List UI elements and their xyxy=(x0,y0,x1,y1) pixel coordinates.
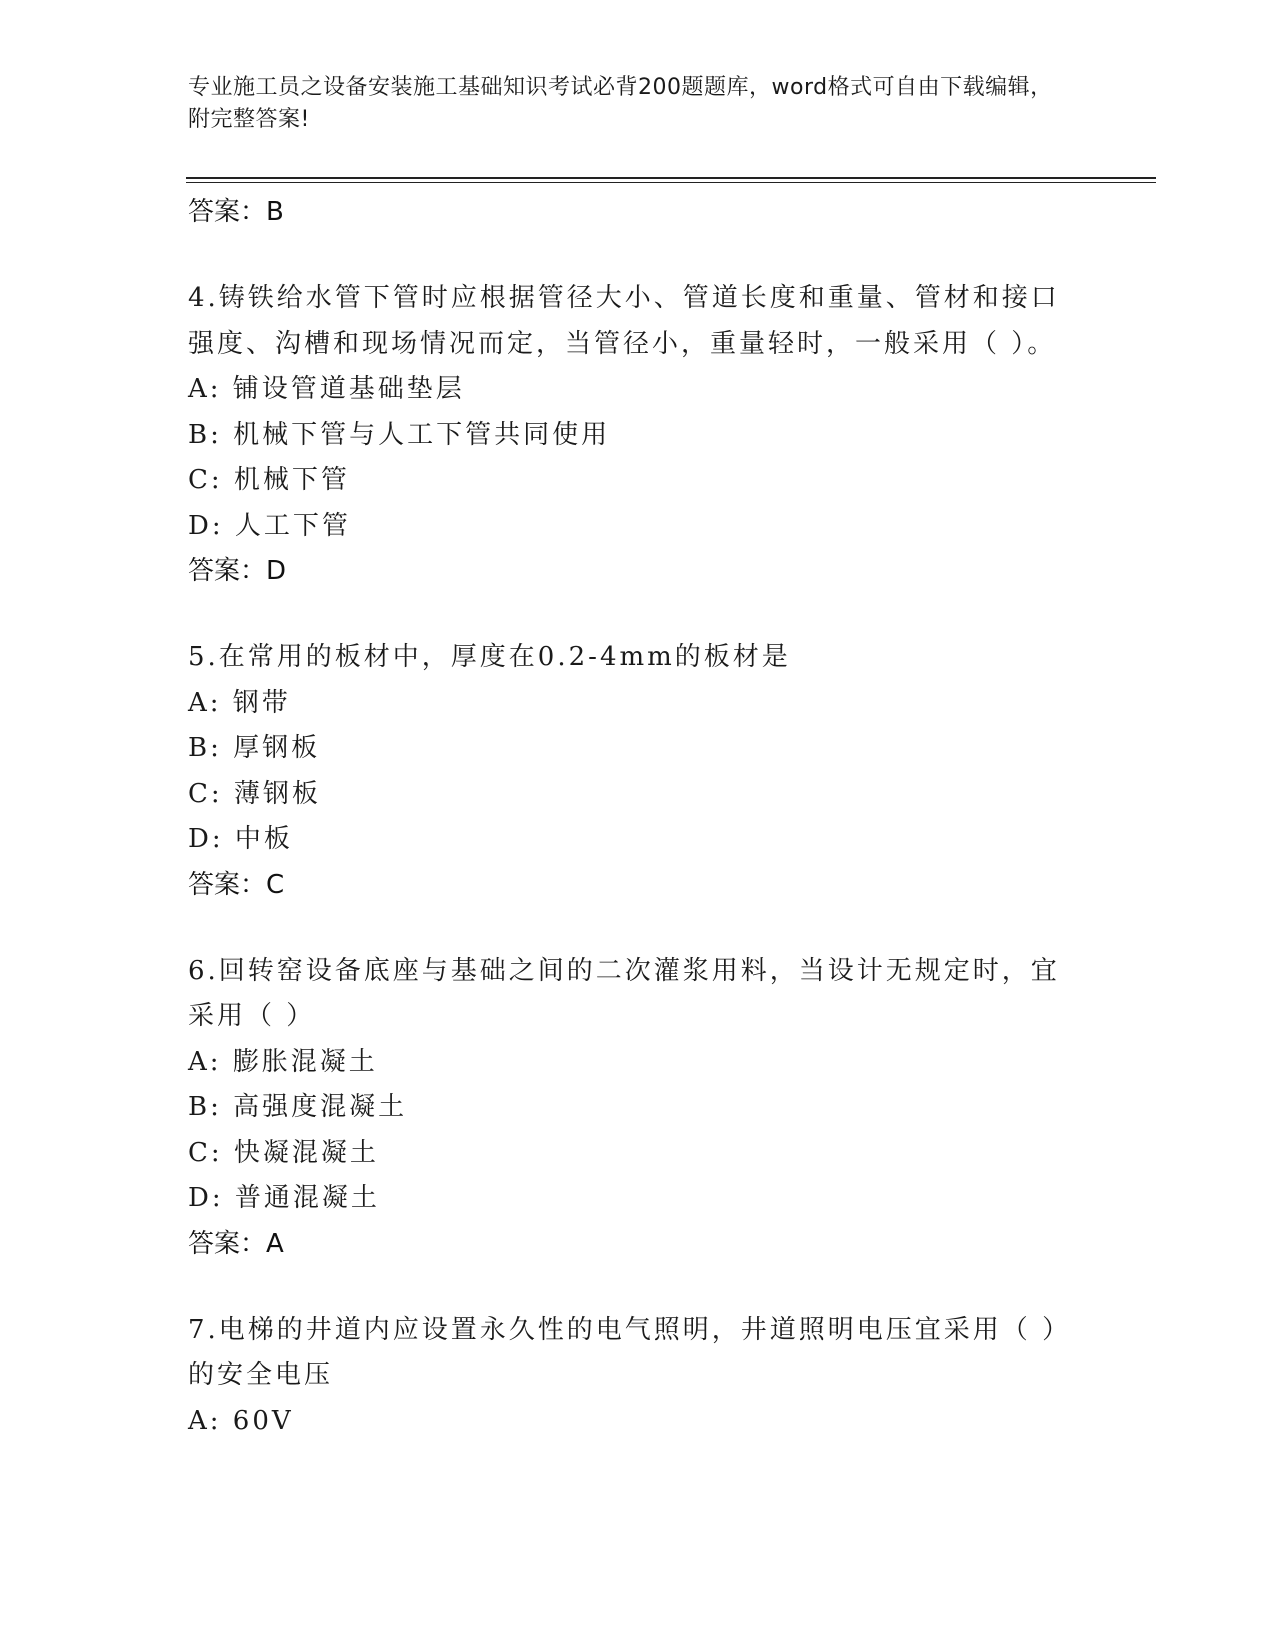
question-7 xyxy=(188,1308,1088,1445)
question-text: 5.在常用的板材中，厚度在0.2-4mm的板材是 xyxy=(188,642,791,672)
answer-line: 答案：D xyxy=(188,556,287,586)
option-a: A: 60V xyxy=(188,1405,294,1436)
option-d: D: 普通混凝土 xyxy=(188,1183,380,1213)
question-text: 6.回转窑设备底座与基础之间的二次灌浆用料，当设计无规定时，宜采用（ ） xyxy=(188,955,1060,1031)
header-rule-thick xyxy=(186,177,1156,179)
question-6 xyxy=(188,949,1088,1266)
answer-line: 答案：B xyxy=(188,197,284,227)
question-4 xyxy=(188,276,1088,593)
question-list xyxy=(188,190,1088,1444)
option-a: A: 钢带 xyxy=(188,687,291,718)
answer-line: 答案：A xyxy=(188,1228,284,1259)
option-d: D: 中板 xyxy=(188,824,293,854)
header-title: 专业施工员之设备安装施工基础知识考试必背200题题库，word格式可自由下载编辑，附完整答案! xyxy=(188,75,1053,132)
header-rule-thin xyxy=(186,182,1156,183)
option-a: A: 铺设管道基础垫层 xyxy=(188,374,465,404)
document-header xyxy=(188,72,1068,136)
option-a: A: 膨胀混凝土 xyxy=(188,1046,378,1077)
option-c: C: 机械下管 xyxy=(188,465,350,495)
option-b: B: 高强度混凝土 xyxy=(188,1092,408,1122)
question-5 xyxy=(188,635,1088,907)
question-text: 7.电梯的井道内应设置永久性的电气照明，井道照明电压宜采用（ ）的安全电压 xyxy=(188,1314,1072,1390)
answer-line: 答案：C xyxy=(188,869,285,900)
question-text: 4.铸铁给水管下管时应根据管径大小、管道长度和重量、管材和接口强度、沟槽和现场情况而定，当管径小，重量轻时，一般采用（ ）。 xyxy=(188,283,1060,359)
option-c: C: 薄钢板 xyxy=(188,778,321,809)
option-d: D: 人工下管 xyxy=(188,510,351,541)
option-c: C: 快凝混凝土 xyxy=(188,1137,379,1168)
option-b: B: 机械下管与人工下管共同使用 xyxy=(188,419,611,450)
option-b: B: 厚钢板 xyxy=(188,733,321,763)
